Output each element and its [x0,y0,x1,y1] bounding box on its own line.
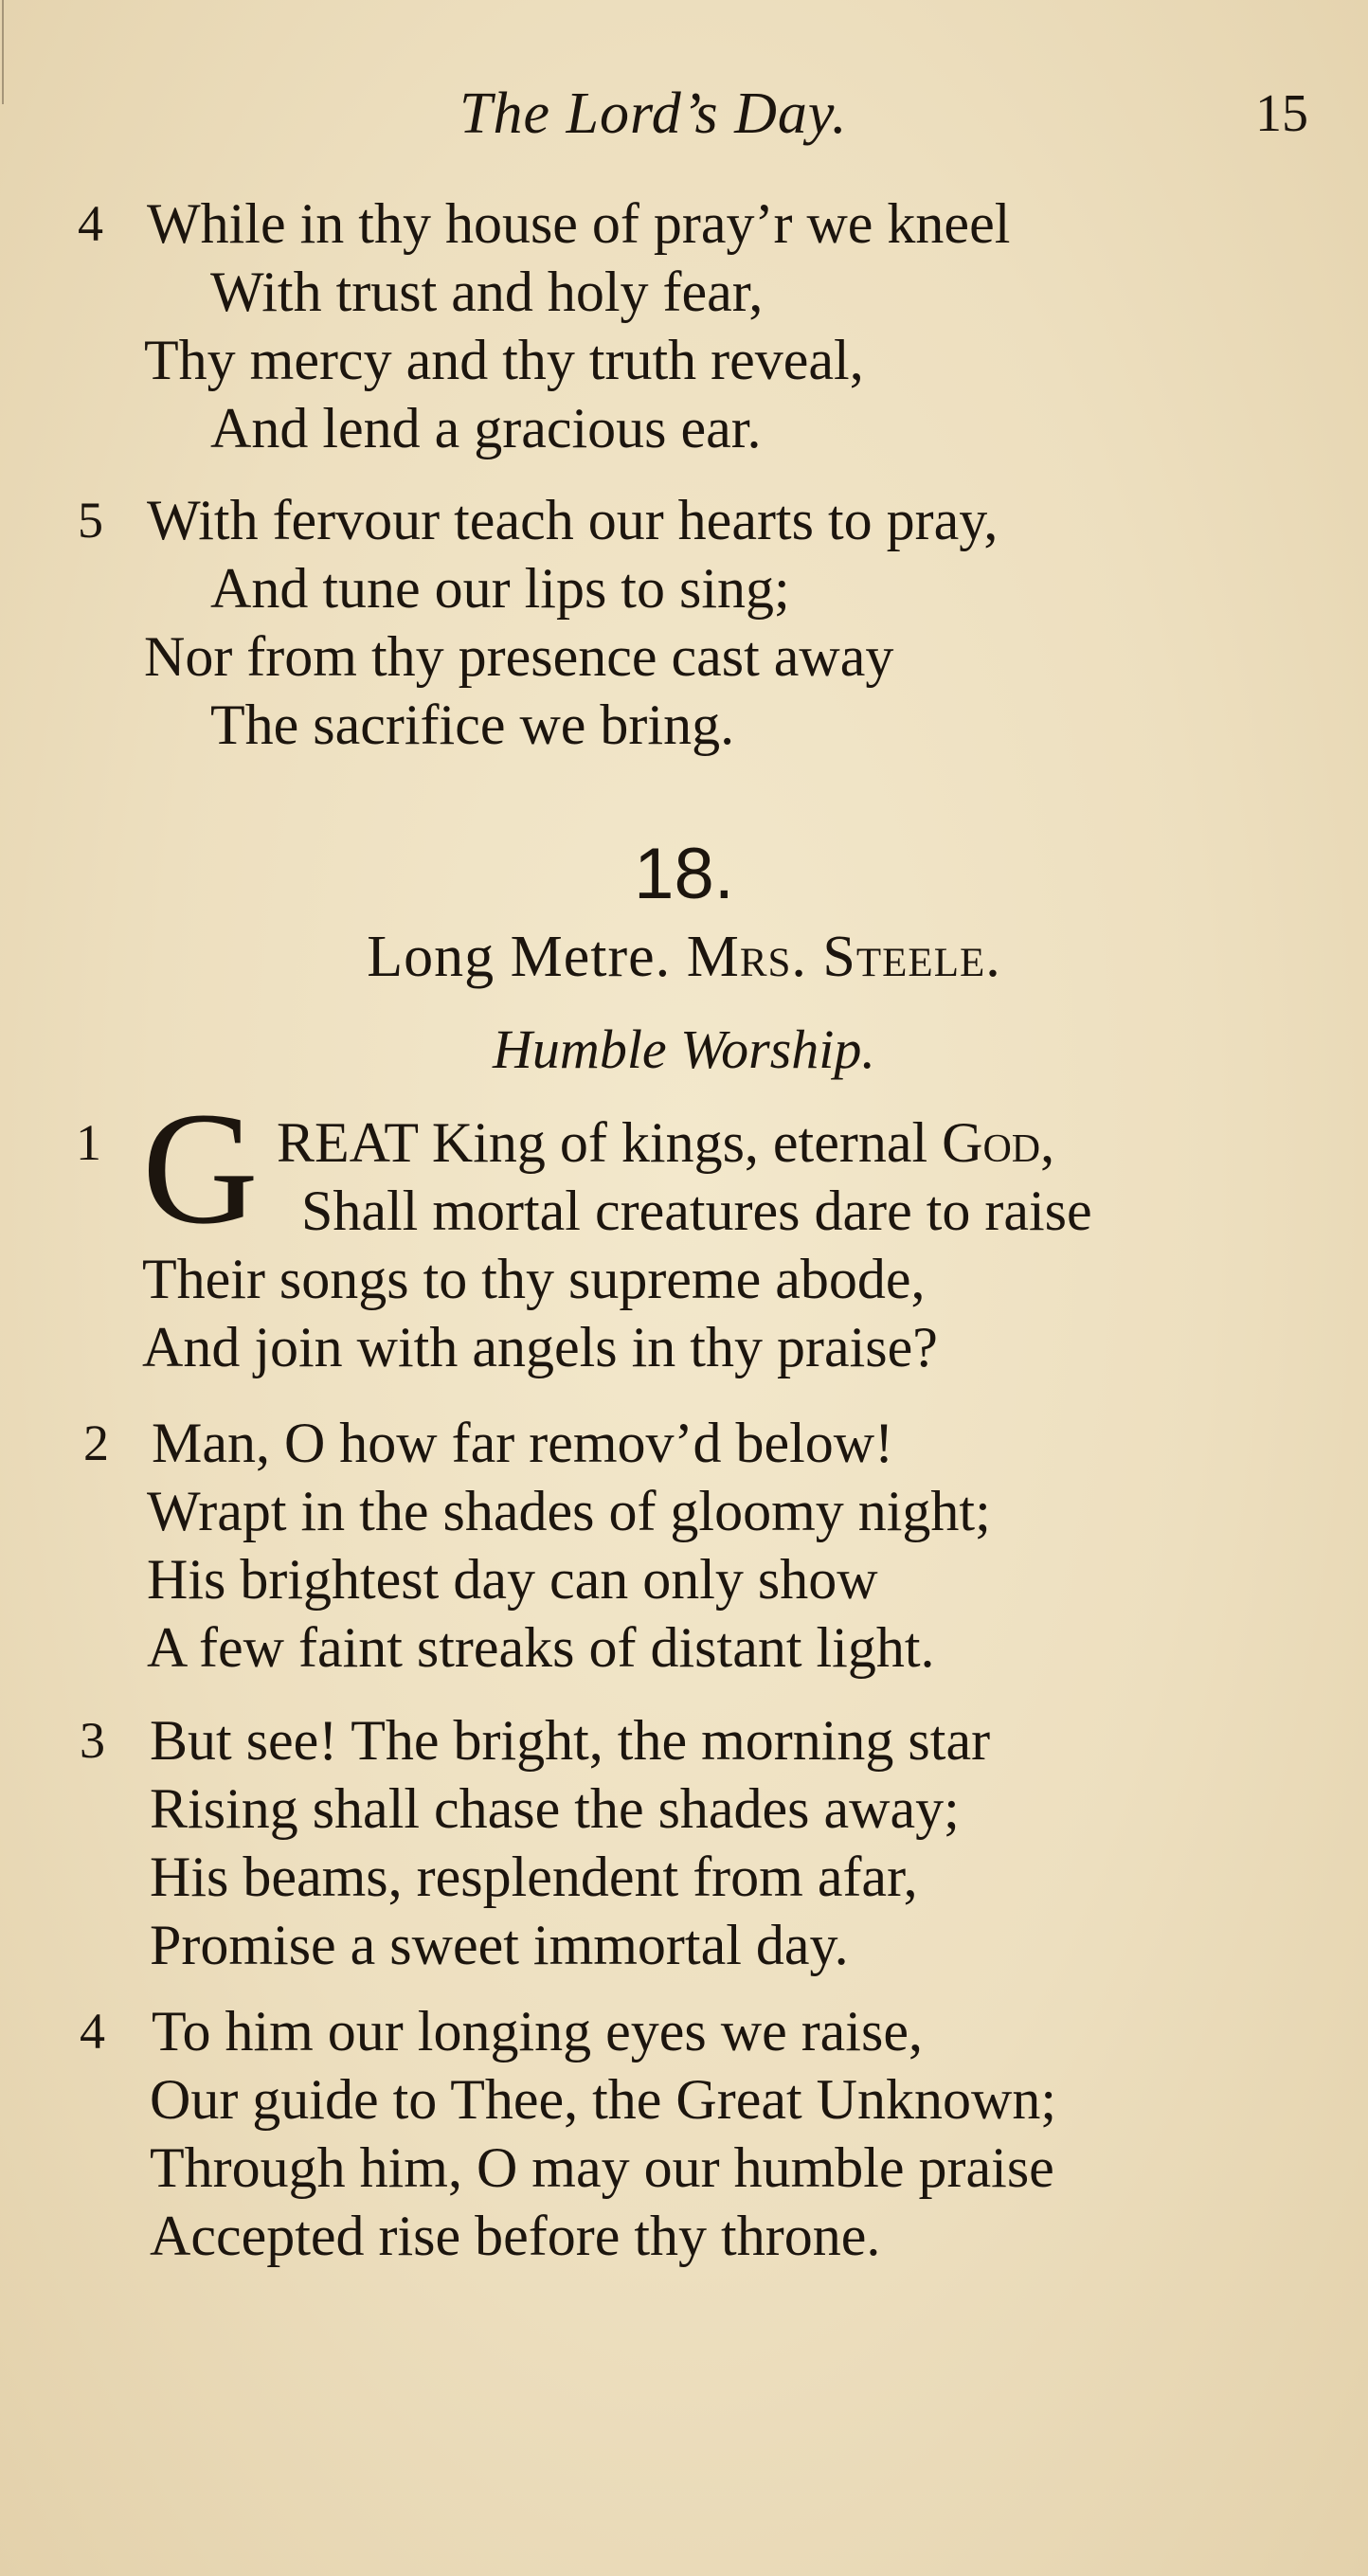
stanza-number: 4 [80,2003,105,2060]
drop-cap: G [142,1079,259,1257]
hymn-line: A few faint streaks of distant light. [147,1616,935,1679]
page-number: 15 [1255,84,1308,143]
hymn-line: Thy mercy and thy truth reveal, [144,329,864,391]
hymn-line: With fervour teach our hearts to pray, [147,489,999,551]
stanza-number: 4 [78,195,103,252]
hymn-metre: Long Metre. [367,925,672,989]
hymn-line: While in thy house of pray’r we kneel [147,192,1011,255]
hymn-number: 18. [634,834,734,914]
hymn-line: Shall mortal creatures dare to raise [301,1180,1092,1242]
hymn-line: And join with angels in thy praise? [142,1316,938,1378]
stanza-number: 2 [83,1414,109,1471]
hymn-line: To him our longing eyes we raise, [152,2000,923,2063]
hymn-line: Through him, O may our humble praise [150,2136,1054,2199]
hymn-line: And tune our lips to sing; [210,557,790,620]
hymn-line: His beams, resplendent from afar, [150,1846,918,1908]
hymn-line: Nor from thy presence cast away [144,625,894,688]
stanza-number: 1 [76,1114,101,1171]
hymn-line: With trust and holy fear, [210,261,764,323]
hymn-line: Accepted rise before thy throne. [150,2205,881,2267]
hymn-line: Rising shall chase the shades away; [150,1777,960,1840]
hymn-line: Promise a sweet immortal day. [150,1914,849,1976]
hymn-line: But see! The bright, the morning star [150,1709,991,1772]
hymn-line: And lend a gracious ear. [210,397,762,459]
hymn-line: Man, O how far remov’d below! [152,1412,894,1474]
hymn-line: Our guide to Thee, the Great Unknown; [150,2068,1056,2131]
hymn-line-god: God, [942,1111,1055,1174]
hymn-metre-line [0,921,1368,993]
stanza-number: 3 [80,1712,105,1769]
hymn-subject: Humble Worship. [493,1018,875,1080]
running-title: The Lord’s Day. [459,81,848,146]
hymn-line [277,1108,1054,1177]
stanza-number: 5 [78,492,103,549]
running-head [0,76,1368,152]
hymn-author: Mrs. Steele. [686,925,1001,989]
hymn-line: Wrapt in the shades of gloomy night; [147,1480,991,1542]
hymn-line: Their songs to thy supreme abode, [142,1248,926,1310]
hymn-line: His brightest day can only show [147,1548,878,1611]
hymn-line: The sacrifice we bring. [210,694,735,756]
hymn-line-text: REAT King of kings, eternal [277,1111,943,1174]
